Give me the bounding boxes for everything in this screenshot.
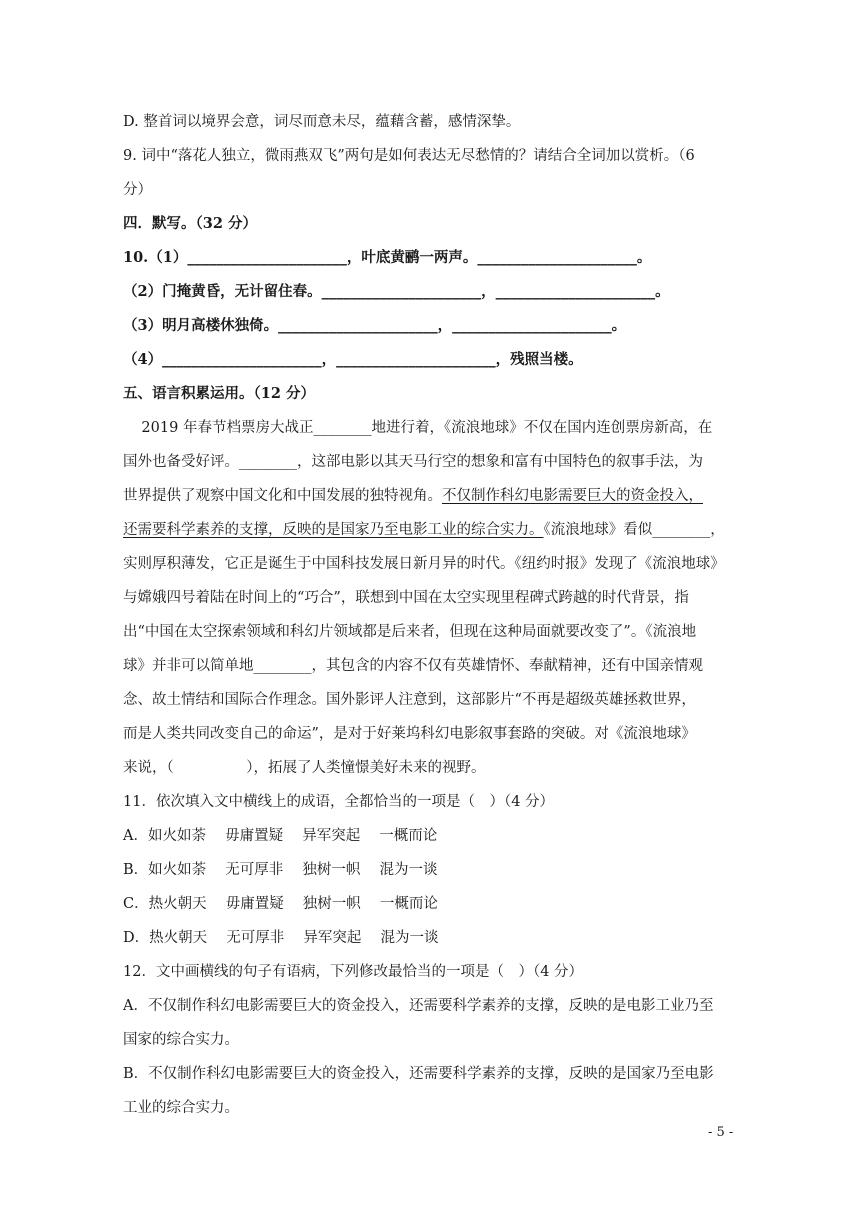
question-9-cont: 分） [123,182,152,198]
passage-line-11: 来说，（ ），拓展了人类憧憬美好未来的视野。 [123,760,486,776]
passage-line-9: 念、故土情结和国际合作理念。国外影评人注意到，这部影片“不再是超级英雄拯救世界， [123,692,696,708]
option-d-q11: D．热火朝天 无可厚非 异军突起 混为一谈 [123,930,439,946]
question-12: 12．文中画横线的句子有语病，下列修改最恰当的一项是（ ）（4 分） [123,964,584,980]
passage-line-1: 2019 年春节档票房大战正________地进行着，《流浪地球》不仅在国内连创票房新高，在 [123,420,713,436]
question-10-1: 10.（1）______________________，叶底黄鹂一两声。______________________。 [123,249,652,266]
question-10-3: （3）明月高楼休独倚。______________________，______________________。 [123,317,627,334]
passage-line-5: 实则厚积薄发，它正是诞生于中国科技发展日新月异的时代。《纽约时报》发现了《流浪地球》 [123,556,725,572]
question-11: 11．依次填入文中横线上的成语，全都恰当的一项是（ ）（4 分） [123,794,555,810]
passage-line-8: 球》并非可以简单地________，其包含的内容不仅有英雄情怀、奉献精神，还有中国亲情观 [123,658,703,674]
question-10-2: （2）门掩黄昏，无计留住春。______________________，______________________。 [123,283,670,300]
option-b-q12: B．不仅制作科幻电影需要巨大的资金投入，还需要科学素养的支撑，反映的是国家乃至电影 [123,1066,714,1082]
page-number: - 5 - [708,1125,734,1140]
option-a-q11: A．如火如荼 毋庸置疑 异军突起 一概而论 [123,828,438,844]
option-a-q12: A．不仅制作科幻电影需要巨大的资金投入，还需要科学素养的支撑，反映的是电影工业乃至 [123,998,714,1014]
passage-text: 世界提供了观察中国文化和中国发展的独特视角。 [123,488,442,504]
section-5-title: 五、语言积累运用。（12 分） [123,385,315,402]
option-d-q8: D. 整首词以境界会意，词尽而意未尽，蕴藉含蓄，感情深挚。 [123,114,521,130]
question-9: 9. 词中“落花人独立，微雨燕双飞”两句是如何表达无尽愁情的？请结合全词加以赏析。（6 [123,148,695,164]
passage-line-2: 国外也备受好评。________，这部电影以其天马行空的想象和富有中国特色的叙事手法，为 [123,454,703,470]
option-a-q12-cont: 国家的综合实力。 [123,1032,239,1048]
question-10-4: （4）______________________，______________________，残照当楼。 [123,351,583,368]
passage-line-10: 而是人类共同改变自己的命运”，是对于好莱坞科幻电影叙事套路的突破。对《流浪地球》 [123,726,696,742]
section-4-heading: 四．默写。（32 分） [123,215,257,232]
passage-line-7: 出“中国在太空探索领域和科幻片领域都是后来者，但现在这种局面就要改变了”。《流浪地 [123,624,697,640]
section-5-heading [123,384,315,404]
underlined-sentence: 不仅制作科幻电影需要巨大的资金投入， [442,488,703,504]
underlined-sentence-cont: 还需要科学素养的支撑，反映的是国家乃至电影工业的综合实力。 [123,522,544,538]
passage-line-4 [123,520,725,540]
passage-line-3 [123,486,703,506]
option-b-q11: B．如火如荼 无可厚非 独树一帜 混为一谈 [123,862,438,878]
option-c-q11: C．热火朝天 毋庸置疑 独树一帜 一概而论 [123,896,438,912]
option-b-q12-cont: 工业的综合实力。 [123,1100,239,1116]
passage-text: 《流浪地球》看似________， [543,522,725,538]
passage-line-6: 与嫦娥四号着陆在时间上的“巧合”，联想到中国在太空实现里程碑式跨越的时代背景，指 [123,590,689,606]
